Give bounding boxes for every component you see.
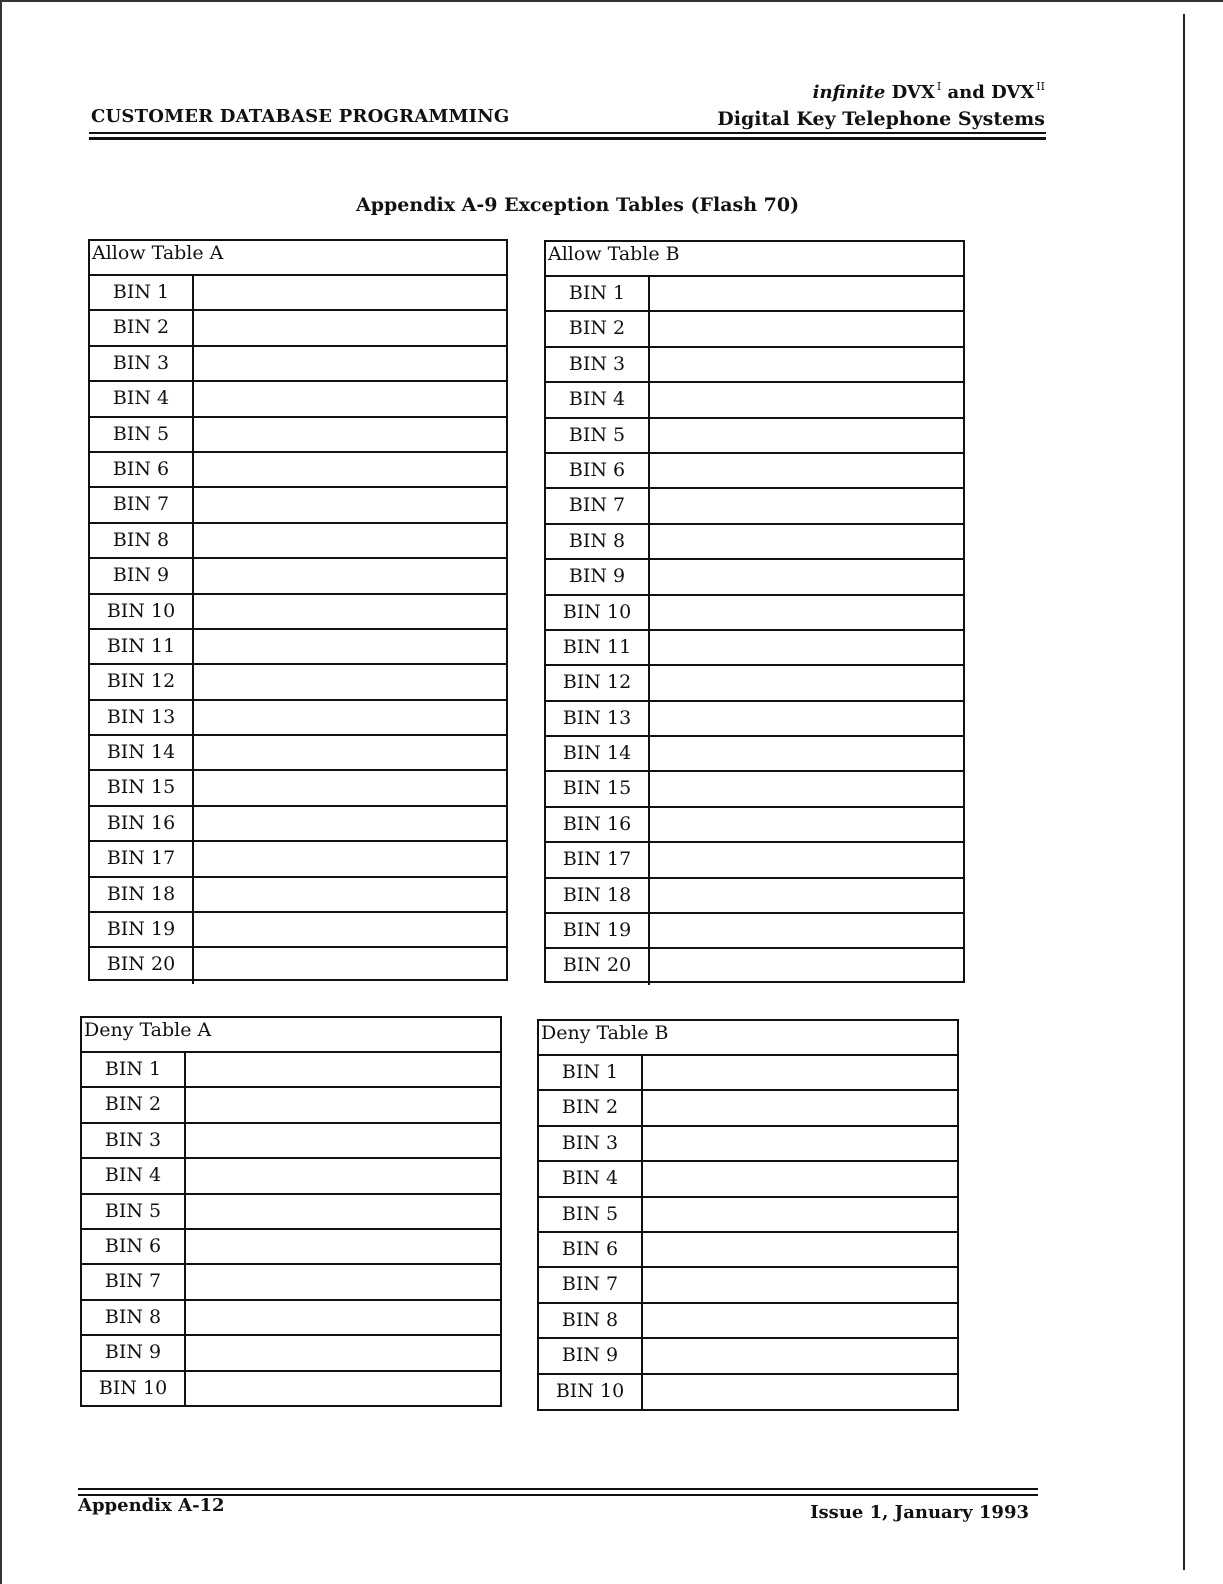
bin-entry-field[interactable] xyxy=(650,772,963,805)
table-row xyxy=(546,419,963,454)
bin-label: BIN 19 xyxy=(546,914,650,947)
table-row xyxy=(90,595,506,630)
table-row xyxy=(546,596,963,631)
allow-table-a xyxy=(88,239,508,981)
table-row xyxy=(82,1195,500,1230)
table-row xyxy=(546,489,963,524)
table-row xyxy=(90,771,506,806)
bin-entry-field[interactable] xyxy=(643,1339,957,1372)
bin-entry-field[interactable] xyxy=(194,771,506,804)
bin-label: BIN 9 xyxy=(539,1339,643,1372)
bin-entry-field[interactable] xyxy=(194,807,506,840)
table-row xyxy=(90,948,506,983)
bin-label: BIN 8 xyxy=(546,525,650,558)
product-sup2: II xyxy=(1036,80,1045,93)
product-and: and DVX xyxy=(947,82,1035,103)
bin-entry-field[interactable] xyxy=(194,665,506,698)
bin-entry-field[interactable] xyxy=(643,1233,957,1266)
bin-label: BIN 7 xyxy=(546,489,650,522)
bin-entry-field[interactable] xyxy=(194,347,506,380)
product-dvx1: DVX xyxy=(891,82,935,103)
bin-entry-field[interactable] xyxy=(650,949,963,984)
bin-entry-field[interactable] xyxy=(650,383,963,416)
bin-entry-field[interactable] xyxy=(643,1268,957,1301)
bin-label: BIN 5 xyxy=(90,418,194,451)
bin-label: BIN 8 xyxy=(539,1304,643,1337)
table-row xyxy=(90,559,506,594)
table-row xyxy=(546,914,963,949)
bin-entry-field[interactable] xyxy=(194,736,506,769)
bin-entry-field[interactable] xyxy=(650,737,963,770)
table-row xyxy=(546,808,963,843)
bin-label: BIN 7 xyxy=(82,1265,186,1298)
table-row xyxy=(90,311,506,346)
bin-entry-field[interactable] xyxy=(194,276,506,309)
table-row xyxy=(82,1336,500,1371)
table-row xyxy=(546,560,963,595)
header-rule xyxy=(89,132,1046,134)
table-row xyxy=(82,1159,500,1194)
bin-entry-field[interactable] xyxy=(650,560,963,593)
table-row xyxy=(82,1372,500,1407)
section-title: CUSTOMER DATABASE PROGRAMMING xyxy=(91,106,510,127)
table-row xyxy=(90,701,506,736)
table-row xyxy=(90,878,506,913)
bin-label: BIN 3 xyxy=(90,347,194,380)
bin-entry-field[interactable] xyxy=(650,277,963,310)
deny-table-a xyxy=(80,1016,502,1407)
bin-label: BIN 17 xyxy=(546,843,650,876)
bin-label: BIN 10 xyxy=(90,595,194,628)
bin-label: BIN 1 xyxy=(539,1056,643,1089)
right-margin-rule xyxy=(1183,14,1185,1570)
bin-entry-field[interactable] xyxy=(194,524,506,557)
table-row xyxy=(82,1265,500,1300)
bin-entry-field[interactable] xyxy=(650,419,963,452)
bin-label: BIN 9 xyxy=(82,1336,186,1369)
table-row xyxy=(539,1198,957,1233)
bin-entry-field[interactable] xyxy=(650,596,963,629)
bin-entry-field[interactable] xyxy=(194,418,506,451)
bin-label: BIN 3 xyxy=(546,348,650,381)
table-row xyxy=(546,949,963,984)
bin-entry-field[interactable] xyxy=(194,842,506,875)
bin-label: BIN 12 xyxy=(546,666,650,699)
product-subtitle: Digital Key Telephone Systems xyxy=(717,108,1045,130)
product-italic: infinite xyxy=(812,82,886,103)
page-border-left xyxy=(0,0,2,1584)
table-row xyxy=(90,453,506,488)
bin-entry-field[interactable] xyxy=(194,878,506,911)
bin-label: BIN 1 xyxy=(90,276,194,309)
table-row xyxy=(546,348,963,383)
bin-label: BIN 16 xyxy=(90,807,194,840)
page-border-top xyxy=(0,0,1223,2)
table-title: Allow Table A xyxy=(90,241,506,276)
table-row xyxy=(539,1339,957,1374)
bin-label: BIN 2 xyxy=(539,1091,643,1124)
bin-entry-field[interactable] xyxy=(194,630,506,663)
bin-label: BIN 18 xyxy=(546,879,650,912)
bin-label: BIN 15 xyxy=(90,771,194,804)
bin-entry-field[interactable] xyxy=(650,914,963,947)
bin-entry-field[interactable] xyxy=(643,1127,957,1160)
bin-label: BIN 7 xyxy=(539,1268,643,1301)
bin-entry-field[interactable] xyxy=(643,1091,957,1124)
bin-label: BIN 5 xyxy=(539,1198,643,1231)
bin-entry-field[interactable] xyxy=(186,1053,500,1086)
bin-label: BIN 20 xyxy=(546,949,650,984)
table-row xyxy=(539,1091,957,1126)
bin-entry-field[interactable] xyxy=(194,701,506,734)
bin-label: BIN 15 xyxy=(546,772,650,805)
bin-entry-field[interactable] xyxy=(643,1304,957,1337)
table-row xyxy=(546,525,963,560)
bin-label: BIN 1 xyxy=(82,1053,186,1086)
bin-entry-field[interactable] xyxy=(650,843,963,876)
bin-label: BIN 5 xyxy=(546,419,650,452)
bin-entry-field[interactable] xyxy=(186,1230,500,1263)
bin-label: BIN 11 xyxy=(90,630,194,663)
product-sup1: I xyxy=(936,80,942,93)
bin-entry-field[interactable] xyxy=(194,913,506,946)
bin-label: BIN 6 xyxy=(82,1230,186,1263)
table-row xyxy=(546,666,963,701)
table-row xyxy=(90,842,506,877)
table-row xyxy=(90,418,506,453)
footer-rule xyxy=(78,1488,1038,1490)
bin-label: BIN 4 xyxy=(539,1162,643,1195)
bin-label: BIN 2 xyxy=(546,312,650,345)
table-row xyxy=(546,702,963,737)
bin-label: BIN 9 xyxy=(546,560,650,593)
bin-entry-field[interactable] xyxy=(650,454,963,487)
table-row xyxy=(90,488,506,523)
bin-label: BIN 8 xyxy=(90,524,194,557)
bin-label: BIN 4 xyxy=(82,1159,186,1192)
table-row xyxy=(539,1162,957,1197)
table-row xyxy=(546,879,963,914)
bin-entry-field[interactable] xyxy=(186,1159,500,1192)
table-title: Allow Table B xyxy=(546,242,963,277)
bin-label: BIN 12 xyxy=(90,665,194,698)
bin-label: BIN 4 xyxy=(546,383,650,416)
bin-label: BIN 6 xyxy=(546,454,650,487)
bin-entry-field[interactable] xyxy=(650,666,963,699)
table-row xyxy=(82,1088,500,1123)
bin-label: BIN 10 xyxy=(539,1375,643,1410)
table-row xyxy=(90,630,506,665)
table-row xyxy=(90,276,506,311)
bin-label: BIN 10 xyxy=(546,596,650,629)
table-row xyxy=(546,631,963,666)
bin-entry-field[interactable] xyxy=(650,631,963,664)
bin-entry-field[interactable] xyxy=(650,348,963,381)
bin-entry-field[interactable] xyxy=(186,1195,500,1228)
header-rule-thick xyxy=(89,137,1046,140)
bin-label: BIN 14 xyxy=(546,737,650,770)
table-row xyxy=(546,737,963,772)
table-row xyxy=(539,1304,957,1339)
bin-entry-field[interactable] xyxy=(643,1198,957,1231)
table-row xyxy=(90,807,506,842)
bin-entry-field[interactable] xyxy=(186,1088,500,1121)
table-row xyxy=(539,1233,957,1268)
allow-table-b xyxy=(544,240,965,983)
bin-label: BIN 9 xyxy=(90,559,194,592)
bin-entry-field[interactable] xyxy=(650,489,963,522)
bin-entry-field[interactable] xyxy=(643,1375,957,1410)
issue-date: Issue 1, January 1993 xyxy=(810,1502,1029,1523)
table-row xyxy=(546,454,963,489)
bin-label: BIN 10 xyxy=(82,1372,186,1407)
bin-label: BIN 1 xyxy=(546,277,650,310)
table-row xyxy=(90,736,506,771)
bin-label: BIN 3 xyxy=(82,1124,186,1157)
bin-entry-field[interactable] xyxy=(194,311,506,344)
bin-entry-field[interactable] xyxy=(643,1056,957,1089)
bin-entry-field[interactable] xyxy=(186,1265,500,1298)
bin-entry-field[interactable] xyxy=(194,382,506,415)
bin-label: BIN 19 xyxy=(90,913,194,946)
bin-label: BIN 2 xyxy=(90,311,194,344)
bin-label: BIN 13 xyxy=(90,701,194,734)
product-name xyxy=(813,80,1045,103)
bin-label: BIN 14 xyxy=(90,736,194,769)
bin-entry-field[interactable] xyxy=(194,559,506,592)
table-title: Deny Table B xyxy=(539,1021,957,1056)
table-row xyxy=(539,1127,957,1162)
bin-entry-field[interactable] xyxy=(194,453,506,486)
table-row xyxy=(546,312,963,347)
table-row xyxy=(546,772,963,807)
table-row xyxy=(82,1124,500,1159)
table-row xyxy=(546,277,963,312)
table-row xyxy=(90,524,506,559)
table-title: Deny Table A xyxy=(82,1018,500,1053)
bin-label: BIN 6 xyxy=(539,1233,643,1266)
bin-label: BIN 7 xyxy=(90,488,194,521)
bin-entry-field[interactable] xyxy=(194,595,506,628)
table-row xyxy=(90,382,506,417)
table-row xyxy=(90,913,506,948)
table-row xyxy=(82,1053,500,1088)
bin-entry-field[interactable] xyxy=(186,1301,500,1334)
bin-label: BIN 18 xyxy=(90,878,194,911)
bin-entry-field[interactable] xyxy=(650,525,963,558)
bin-entry-field[interactable] xyxy=(650,702,963,735)
deny-table-b xyxy=(537,1019,959,1411)
bin-label: BIN 3 xyxy=(539,1127,643,1160)
table-row xyxy=(546,843,963,878)
bin-entry-field[interactable] xyxy=(186,1336,500,1369)
bin-label: BIN 5 xyxy=(82,1195,186,1228)
bin-entry-field[interactable] xyxy=(194,948,506,983)
table-row xyxy=(539,1375,957,1410)
bin-label: BIN 6 xyxy=(90,453,194,486)
bin-entry-field[interactable] xyxy=(650,312,963,345)
bin-entry-field[interactable] xyxy=(650,808,963,841)
bin-entry-field[interactable] xyxy=(186,1124,500,1157)
table-row xyxy=(539,1268,957,1303)
bin-label: BIN 11 xyxy=(546,631,650,664)
bin-entry-field[interactable] xyxy=(194,488,506,521)
bin-label: BIN 2 xyxy=(82,1088,186,1121)
bin-label: BIN 16 xyxy=(546,808,650,841)
bin-entry-field[interactable] xyxy=(186,1372,500,1407)
bin-label: BIN 17 xyxy=(90,842,194,875)
bin-label: BIN 8 xyxy=(82,1301,186,1334)
table-row xyxy=(539,1056,957,1091)
bin-label: BIN 4 xyxy=(90,382,194,415)
table-row xyxy=(546,383,963,418)
table-row xyxy=(82,1301,500,1336)
bin-entry-field[interactable] xyxy=(650,879,963,912)
page-title: Appendix A-9 Exception Tables (Flash 70) xyxy=(356,194,800,216)
table-row xyxy=(90,665,506,700)
table-row xyxy=(90,347,506,382)
table-row xyxy=(82,1230,500,1265)
bin-label: BIN 13 xyxy=(546,702,650,735)
bin-entry-field[interactable] xyxy=(643,1162,957,1195)
page-number: Appendix A-12 xyxy=(78,1495,225,1516)
bin-label: BIN 20 xyxy=(90,948,194,983)
